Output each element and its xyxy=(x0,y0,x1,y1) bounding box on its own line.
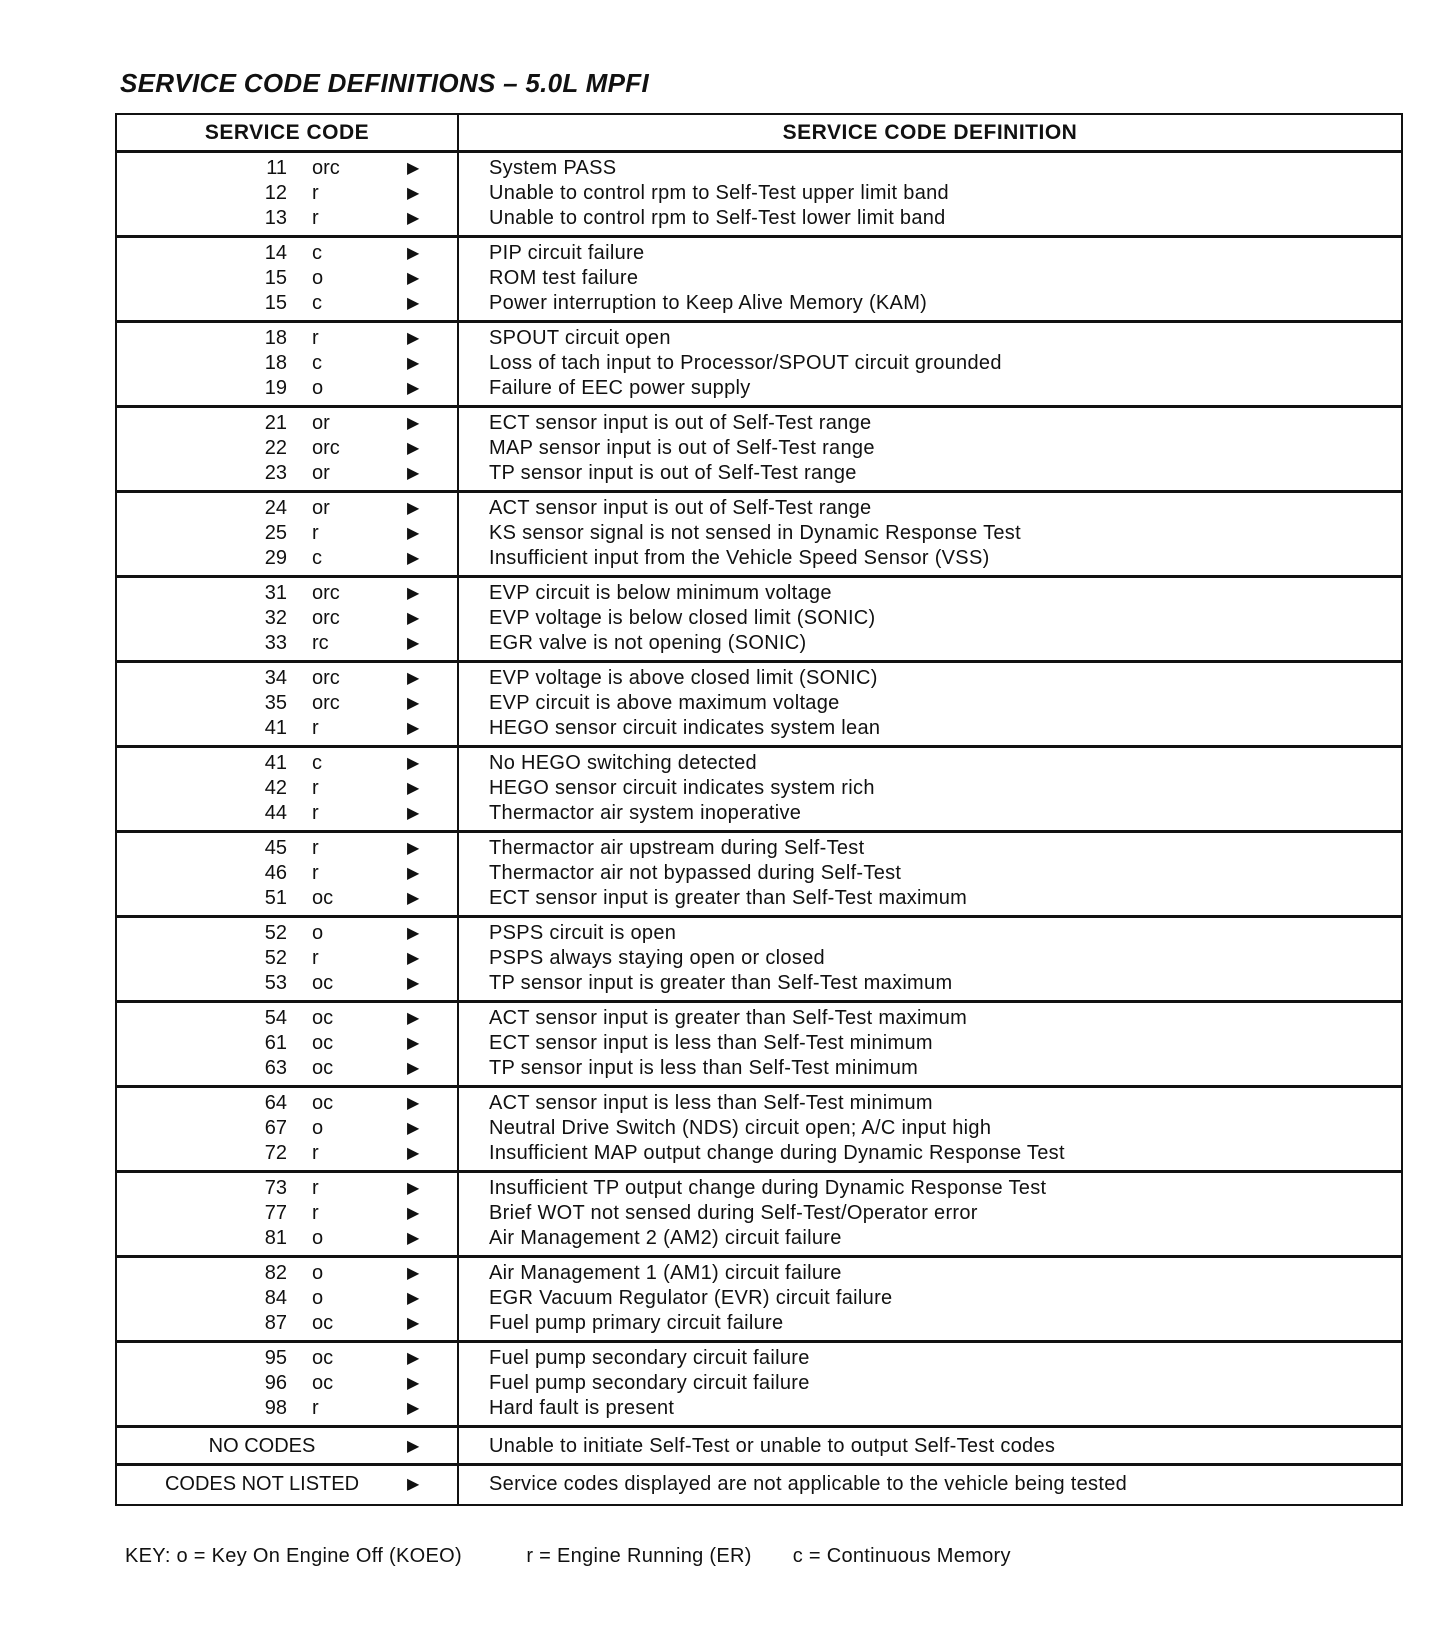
table-body xyxy=(117,153,1401,1504)
code-number: 53 xyxy=(264,972,287,994)
code-column xyxy=(117,238,459,320)
code-row xyxy=(117,1396,457,1421)
code-number: 52 xyxy=(264,947,287,969)
code-number: 11 xyxy=(266,157,287,179)
code-definition: TP sensor input is less than Self-Test minimum xyxy=(489,1057,919,1079)
code-definition: Neutral Drive Switch (NDS) circuit open; A/C input high xyxy=(489,1117,992,1139)
arrow-right-icon: ▶ xyxy=(407,270,420,287)
arrow-right-icon: ▶ xyxy=(407,585,420,602)
service-code-table xyxy=(115,113,1403,1506)
code-row xyxy=(117,411,457,436)
code-number: 24 xyxy=(264,497,287,519)
code-definition: ACT sensor input is greater than Self-Test maximum xyxy=(489,1007,968,1029)
code-row xyxy=(117,861,457,886)
code-row xyxy=(117,326,457,351)
code-mode: o xyxy=(312,1287,324,1309)
code-definition: Loss of tach input to Processor/SPOUT circuit grounded xyxy=(489,352,1002,374)
code-column xyxy=(117,833,459,915)
code-column xyxy=(117,1088,459,1170)
arrow-right-icon: ▶ xyxy=(407,635,420,652)
code-mode: oc xyxy=(312,1057,334,1079)
code-definition: PSPS always staying open or closed xyxy=(489,947,825,969)
definition-column xyxy=(459,1173,1401,1255)
code-mode: orc xyxy=(312,157,340,179)
code-group xyxy=(117,1003,1401,1088)
code-mode: r xyxy=(312,182,319,204)
code-group xyxy=(117,748,1401,833)
code-column xyxy=(117,493,459,575)
code-mode: r xyxy=(312,947,319,969)
code-row xyxy=(117,1056,457,1081)
arrow-right-icon: ▶ xyxy=(407,975,420,992)
code-number: 82 xyxy=(264,1262,287,1284)
code-number: 21 xyxy=(264,412,287,434)
key-r: r = Engine Running (ER) xyxy=(526,1545,752,1567)
code-row xyxy=(117,521,457,546)
code-number: 95 xyxy=(264,1347,287,1369)
code-column xyxy=(117,578,459,660)
code-row xyxy=(117,1116,457,1141)
arrow-right-icon: ▶ xyxy=(407,550,420,567)
arrow-right-icon: ▶ xyxy=(407,1265,420,1282)
code-definition: EVP circuit is above maximum voltage xyxy=(489,692,840,714)
code-mode: c xyxy=(312,242,322,264)
code-row xyxy=(117,946,457,971)
code-column xyxy=(117,408,459,490)
code-row xyxy=(117,801,457,826)
code-mode: r xyxy=(312,207,319,229)
code-definition: No HEGO switching detected xyxy=(489,752,757,774)
arrow-right-icon: ▶ xyxy=(407,210,420,227)
code-mode: oc xyxy=(312,1032,334,1054)
code-row xyxy=(117,971,457,996)
code-column xyxy=(117,748,459,830)
code-mode: oc xyxy=(312,1347,334,1369)
code-definition: HEGO sensor circuit indicates system lean xyxy=(489,717,881,739)
code-number: 63 xyxy=(264,1057,287,1079)
code-mode: r xyxy=(312,1397,319,1419)
code-group xyxy=(117,408,1401,493)
code-row xyxy=(117,716,457,741)
code-row xyxy=(117,1141,457,1166)
arrow-right-icon: ▶ xyxy=(407,1060,420,1077)
definition-column xyxy=(459,663,1401,745)
code-mode: o xyxy=(312,1262,324,1284)
code-number: 23 xyxy=(264,462,287,484)
definition-column xyxy=(459,1258,1401,1340)
code-number: 72 xyxy=(264,1142,287,1164)
code-group xyxy=(117,1428,1401,1466)
code-mode: o xyxy=(312,1117,324,1139)
code-column xyxy=(117,663,459,745)
code-definition: EVP voltage is below closed limit (SONIC) xyxy=(489,607,876,629)
code-row xyxy=(117,181,457,206)
code-mode: oc xyxy=(312,1092,334,1114)
code-number: 77 xyxy=(264,1202,287,1224)
code-number: 22 xyxy=(264,437,287,459)
code-definition: Unable to control rpm to Self-Test lower limit band xyxy=(489,207,946,229)
code-definition: Air Management 1 (AM1) circuit failure xyxy=(489,1262,842,1284)
code-row xyxy=(117,351,457,376)
code-mode: o xyxy=(312,377,324,399)
code-number: 87 xyxy=(264,1312,287,1334)
code-row xyxy=(117,921,457,946)
definition-column xyxy=(459,1088,1401,1170)
code-row xyxy=(117,691,457,716)
arrow-right-icon: ▶ xyxy=(407,1010,420,1027)
code-row xyxy=(117,1091,457,1116)
code-number: 96 xyxy=(264,1372,287,1394)
code-mode: orc xyxy=(312,692,340,714)
code-number: 29 xyxy=(264,547,287,569)
code-definition: Fuel pump secondary circuit failure xyxy=(489,1347,810,1369)
code-number: 42 xyxy=(264,777,287,799)
code-column xyxy=(117,153,459,235)
code-row xyxy=(117,156,457,181)
code-mode: r xyxy=(312,717,319,739)
code-definition: Brief WOT not sensed during Self-Test/Operator error xyxy=(489,1202,978,1224)
code-label: NO CODES xyxy=(208,1435,316,1457)
code-definition: SPOUT circuit open xyxy=(489,327,671,349)
code-column xyxy=(117,1173,459,1255)
code-number: 14 xyxy=(264,242,287,264)
arrow-right-icon: ▶ xyxy=(407,355,420,372)
arrow-right-icon: ▶ xyxy=(407,840,420,857)
code-mode: r xyxy=(312,802,319,824)
code-number: 25 xyxy=(264,522,287,544)
code-definition: ROM test failure xyxy=(489,267,639,289)
code-mode: or xyxy=(312,412,330,434)
table-header xyxy=(117,115,1401,153)
arrow-right-icon: ▶ xyxy=(407,1350,420,1367)
code-number: 67 xyxy=(264,1117,287,1139)
definition-column xyxy=(459,918,1401,1000)
code-column xyxy=(117,323,459,405)
code-definition: EVP circuit is below minimum voltage xyxy=(489,582,832,604)
code-number: 15 xyxy=(264,292,287,314)
code-column xyxy=(117,1343,459,1425)
code-row xyxy=(117,631,457,656)
code-mode: orc xyxy=(312,667,340,689)
arrow-right-icon: ▶ xyxy=(407,1400,420,1417)
code-definition: MAP sensor input is out of Self-Test range xyxy=(489,437,875,459)
code-mode: oc xyxy=(312,1007,334,1029)
arrow-right-icon: ▶ xyxy=(407,1035,420,1052)
definition-column xyxy=(459,748,1401,830)
code-number: 33 xyxy=(264,632,287,654)
arrow-right-icon: ▶ xyxy=(407,1438,420,1455)
code-group xyxy=(117,323,1401,408)
code-group xyxy=(117,1466,1401,1504)
code-number: 46 xyxy=(264,862,287,884)
definition-column xyxy=(459,408,1401,490)
code-definition: PSPS circuit is open xyxy=(489,922,677,944)
code-label: CODES NOT LISTED xyxy=(164,1473,360,1495)
arrow-right-icon: ▶ xyxy=(407,670,420,687)
code-mode: oc xyxy=(312,972,334,994)
key-o: KEY: o = Key On Engine Off (KOEO) xyxy=(125,1545,462,1567)
code-number: 19 xyxy=(264,377,287,399)
code-number: 81 xyxy=(264,1227,287,1249)
code-definition: Unable to control rpm to Self-Test upper limit band xyxy=(489,182,949,204)
arrow-right-icon: ▶ xyxy=(407,440,420,457)
arrow-right-icon: ▶ xyxy=(407,245,420,262)
code-definition: Insufficient input from the Vehicle Speed Sensor (VSS) xyxy=(489,547,990,569)
code-mode: o xyxy=(312,1227,324,1249)
code-mode: o xyxy=(312,267,324,289)
code-definition: Service codes displayed are not applicable to the vehicle being tested xyxy=(489,1473,1128,1495)
code-number: 54 xyxy=(264,1007,287,1029)
code-mode: r xyxy=(312,522,319,544)
code-group xyxy=(117,663,1401,748)
code-definition: Thermactor air system inoperative xyxy=(489,802,802,824)
code-number: 31 xyxy=(264,582,287,604)
code-row xyxy=(117,376,457,401)
code-definition: EGR Vacuum Regulator (EVR) circuit failure xyxy=(489,1287,893,1309)
code-row xyxy=(117,1371,457,1396)
code-mode: r xyxy=(312,837,319,859)
arrow-right-icon: ▶ xyxy=(407,465,420,482)
arrow-right-icon: ▶ xyxy=(407,380,420,397)
code-group xyxy=(117,1343,1401,1428)
code-group xyxy=(117,1258,1401,1343)
arrow-right-icon: ▶ xyxy=(407,950,420,967)
code-mode: r xyxy=(312,862,319,884)
code-row xyxy=(117,1434,457,1459)
code-row xyxy=(117,241,457,266)
code-number: 51 xyxy=(264,887,287,909)
code-number: 13 xyxy=(264,207,287,229)
code-column xyxy=(117,1258,459,1340)
arrow-right-icon: ▶ xyxy=(407,1120,420,1137)
code-mode: or xyxy=(312,462,330,484)
arrow-right-icon: ▶ xyxy=(407,500,420,517)
code-definition: Power interruption to Keep Alive Memory (KAM) xyxy=(489,292,928,314)
code-mode: oc xyxy=(312,887,334,909)
code-mode: orc xyxy=(312,607,340,629)
code-number: 18 xyxy=(264,352,287,374)
arrow-right-icon: ▶ xyxy=(407,1290,420,1307)
code-mode: r xyxy=(312,1142,319,1164)
code-definition: EVP voltage is above closed limit (SONIC) xyxy=(489,667,878,689)
code-row xyxy=(117,836,457,861)
code-number: 32 xyxy=(264,607,287,629)
code-definition: Hard fault is present xyxy=(489,1397,675,1419)
code-number: 18 xyxy=(264,327,287,349)
key-c: c = Continuous Memory xyxy=(792,1545,1011,1567)
code-group xyxy=(117,578,1401,663)
code-row xyxy=(117,1006,457,1031)
code-number: 41 xyxy=(264,717,287,739)
code-mode: or xyxy=(312,497,330,519)
code-mode: r xyxy=(312,777,319,799)
code-definition: ACT sensor input is less than Self-Test minimum xyxy=(489,1092,933,1114)
code-column xyxy=(117,1466,459,1504)
code-number: 15 xyxy=(264,267,287,289)
code-definition: Insufficient TP output change during Dynamic Response Test xyxy=(489,1177,1047,1199)
arrow-right-icon: ▶ xyxy=(407,185,420,202)
arrow-right-icon: ▶ xyxy=(407,415,420,432)
code-definition: KS sensor signal is not sensed in Dynamic Response Test xyxy=(489,522,1021,544)
code-row xyxy=(117,1311,457,1336)
code-definition: ECT sensor input is greater than Self-Test maximum xyxy=(489,887,968,909)
code-mode: r xyxy=(312,1202,319,1224)
code-mode: rc xyxy=(312,632,329,654)
code-row xyxy=(117,886,457,911)
code-definition: Fuel pump secondary circuit failure xyxy=(489,1372,810,1394)
code-definition: EGR valve is not opening (SONIC) xyxy=(489,632,807,654)
code-row xyxy=(117,1261,457,1286)
code-row xyxy=(117,751,457,776)
code-definition: TP sensor input is out of Self-Test range xyxy=(489,462,857,484)
arrow-right-icon: ▶ xyxy=(407,1230,420,1247)
code-definition: Fuel pump primary circuit failure xyxy=(489,1312,784,1334)
code-number: 61 xyxy=(264,1032,287,1054)
definition-column xyxy=(459,493,1401,575)
header-service-code: SERVICE CODE xyxy=(117,115,459,150)
definition-column xyxy=(459,1343,1401,1425)
code-definition: Failure of EEC power supply xyxy=(489,377,751,399)
code-definition: ECT sensor input is less than Self-Test minimum xyxy=(489,1032,933,1054)
code-definition: Thermactor air upstream during Self-Test xyxy=(489,837,865,859)
code-mode: oc xyxy=(312,1372,334,1394)
code-definition: System PASS xyxy=(489,157,617,179)
code-row xyxy=(117,461,457,486)
arrow-right-icon: ▶ xyxy=(407,780,420,797)
code-mode: orc xyxy=(312,582,340,604)
code-number: 84 xyxy=(264,1287,287,1309)
arrow-right-icon: ▶ xyxy=(407,1145,420,1162)
code-row xyxy=(117,581,457,606)
arrow-right-icon: ▶ xyxy=(407,330,420,347)
code-number: 44 xyxy=(264,802,287,824)
code-mode: orc xyxy=(312,437,340,459)
code-row xyxy=(117,1286,457,1311)
arrow-right-icon: ▶ xyxy=(407,295,420,312)
definition-column xyxy=(459,1466,1401,1504)
arrow-right-icon: ▶ xyxy=(407,890,420,907)
code-row xyxy=(117,291,457,316)
code-row xyxy=(117,1201,457,1226)
code-group xyxy=(117,1088,1401,1173)
code-group xyxy=(117,238,1401,323)
code-row xyxy=(117,1472,457,1497)
definition-column xyxy=(459,1003,1401,1085)
code-definition: TP sensor input is greater than Self-Test maximum xyxy=(489,972,953,994)
code-number: 64 xyxy=(264,1092,287,1114)
arrow-right-icon: ▶ xyxy=(407,865,420,882)
code-mode: c xyxy=(312,547,322,569)
code-group xyxy=(117,1173,1401,1258)
code-mode: c xyxy=(312,352,322,374)
code-row xyxy=(117,1176,457,1201)
code-definition: Air Management 2 (AM2) circuit failure xyxy=(489,1227,842,1249)
code-row xyxy=(117,1031,457,1056)
code-definition: Unable to initiate Self-Test or unable to output Self-Test codes xyxy=(489,1435,1056,1457)
arrow-right-icon: ▶ xyxy=(407,695,420,712)
code-number: 34 xyxy=(264,667,287,689)
header-service-code-definition: SERVICE CODE DEFINITION xyxy=(782,121,1078,144)
arrow-right-icon: ▶ xyxy=(407,755,420,772)
arrow-right-icon: ▶ xyxy=(407,1205,420,1222)
code-row xyxy=(117,546,457,571)
code-number: 41 xyxy=(264,752,287,774)
code-group xyxy=(117,153,1401,238)
code-definition: Thermactor air not bypassed during Self-Test xyxy=(489,862,902,884)
arrow-right-icon: ▶ xyxy=(407,1095,420,1112)
definition-column xyxy=(459,238,1401,320)
arrow-right-icon: ▶ xyxy=(407,925,420,942)
code-number: 73 xyxy=(264,1177,287,1199)
code-mode: c xyxy=(312,752,322,774)
code-column xyxy=(117,1428,459,1463)
code-column xyxy=(117,918,459,1000)
arrow-right-icon: ▶ xyxy=(407,1375,420,1392)
code-definition: Insufficient MAP output change during Dynamic Response Test xyxy=(489,1142,1065,1164)
code-row xyxy=(117,606,457,631)
definition-column xyxy=(459,578,1401,660)
code-mode: c xyxy=(312,292,322,314)
definition-column xyxy=(459,1428,1401,1463)
code-definition: ACT sensor input is out of Self-Test range xyxy=(489,497,872,519)
arrow-right-icon: ▶ xyxy=(407,805,420,822)
code-row xyxy=(117,266,457,291)
code-number: 98 xyxy=(264,1397,287,1419)
code-row xyxy=(117,666,457,691)
code-number: 12 xyxy=(264,182,287,204)
code-column xyxy=(117,1003,459,1085)
code-number: 45 xyxy=(264,837,287,859)
arrow-right-icon: ▶ xyxy=(407,1180,420,1197)
key-legend xyxy=(125,1545,1011,1568)
code-row xyxy=(117,1226,457,1251)
arrow-right-icon: ▶ xyxy=(407,610,420,627)
definition-column xyxy=(459,153,1401,235)
code-row xyxy=(117,206,457,231)
arrow-right-icon: ▶ xyxy=(407,1476,420,1493)
arrow-right-icon: ▶ xyxy=(407,525,420,542)
code-definition: HEGO sensor circuit indicates system rich xyxy=(489,777,875,799)
code-mode: r xyxy=(312,1177,319,1199)
code-mode: o xyxy=(312,922,324,944)
code-number: 35 xyxy=(264,692,287,714)
arrow-right-icon: ▶ xyxy=(407,1315,420,1332)
code-number: 52 xyxy=(264,922,287,944)
definition-column xyxy=(459,323,1401,405)
arrow-right-icon: ▶ xyxy=(407,160,420,177)
code-mode: r xyxy=(312,327,319,349)
code-definition: PIP circuit failure xyxy=(489,242,645,264)
code-group xyxy=(117,833,1401,918)
page-title: SERVICE CODE DEFINITIONS – 5.0L MPFI xyxy=(120,68,649,98)
definition-column xyxy=(459,833,1401,915)
code-definition: ECT sensor input is out of Self-Test range xyxy=(489,412,872,434)
code-mode: oc xyxy=(312,1312,334,1334)
code-row xyxy=(117,436,457,461)
code-row xyxy=(117,776,457,801)
code-row xyxy=(117,1346,457,1371)
code-group xyxy=(117,493,1401,578)
arrow-right-icon: ▶ xyxy=(407,720,420,737)
code-group xyxy=(117,918,1401,1003)
code-row xyxy=(117,496,457,521)
